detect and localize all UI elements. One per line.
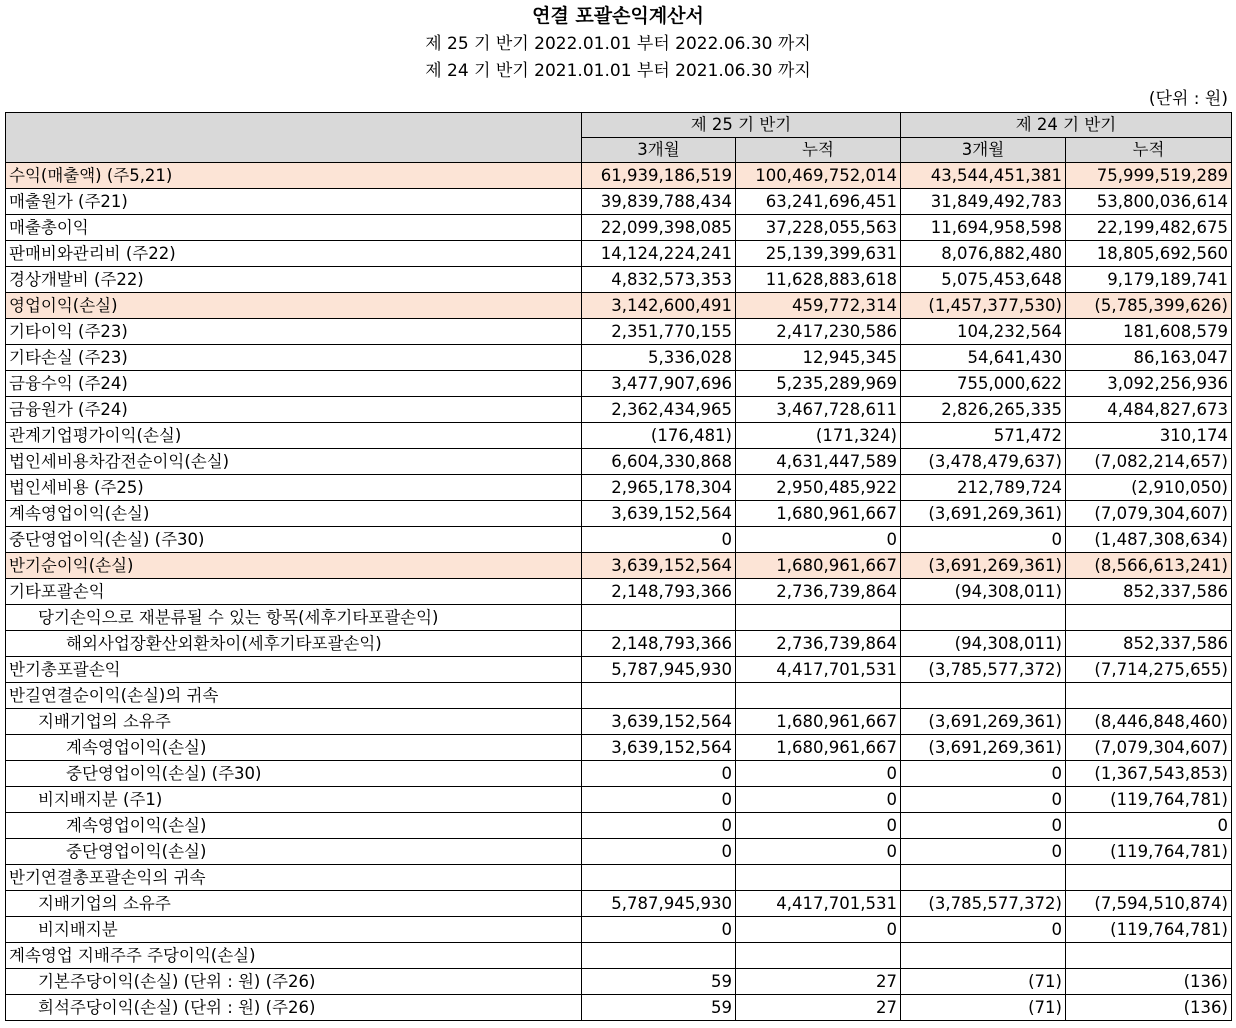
current-cumulative-value: 2,417,230,586 [736,319,901,345]
prior-cumulative-value: 310,174 [1066,423,1232,449]
prior-cumulative-value: (2,910,050) [1066,475,1232,501]
prior-3m-value: 8,076,882,480 [901,241,1066,267]
current-3m-value: 0 [582,527,736,553]
table-row [6,787,1232,813]
table-row [6,267,1232,293]
row-label: 지배기업의 소유주 [6,709,582,735]
current-3m-value: 59 [582,995,736,1021]
prior-cumulative-value: 18,805,692,560 [1066,241,1232,267]
current-cumulative-value: 0 [736,787,901,813]
prior-3m-value: (94,308,011) [901,579,1066,605]
row-label: 계속영업이익(손실) [6,501,582,527]
row-label: 수익(매출액) (주5,21) [6,163,582,189]
row-label: 기타이익 (주23) [6,319,582,345]
prior-3m-value: 0 [901,527,1066,553]
current-cumulative-value: 0 [736,839,901,865]
current-cumulative-value: 37,228,055,563 [736,215,901,241]
current-cumulative-value: 2,950,485,922 [736,475,901,501]
current-3m-value: 0 [582,761,736,787]
row-label: 중단영업이익(손실) (주30) [6,527,582,553]
current-cumulative-value [736,943,901,969]
row-label: 매출원가 (주21) [6,189,582,215]
prior-period: 제 24 기 반기 2021.01.01 부터 2021.06.30 까지 [425,61,811,81]
table-row [6,215,1232,241]
table-row [6,189,1232,215]
table-row [6,865,1232,891]
table-row [6,943,1232,969]
table-row [6,891,1232,917]
unit-label: (단위 : 원) [1148,89,1228,109]
header-account-cell [6,113,582,163]
row-label: 계속영업이익(손실) [6,735,582,761]
prior-cumulative-value: (136) [1066,969,1232,995]
row-label: 법인세비용 (주25) [6,475,582,501]
prior-3m-value: 5,075,453,648 [901,267,1066,293]
row-label: 매출총이익 [6,215,582,241]
table-row [6,969,1232,995]
prior-3m-value: (3,478,479,637) [901,449,1066,475]
current-cumulative-value [736,683,901,709]
table-row [6,501,1232,527]
income-statement-table [5,112,1232,1021]
prior-cumulative-value: 181,608,579 [1066,319,1232,345]
header-current-period: 제 25 기 반기 [582,113,901,138]
prior-cumulative-value: 852,337,586 [1066,631,1232,657]
current-cumulative-value [736,865,901,891]
current-3m-value: 59 [582,969,736,995]
prior-3m-value: 11,694,958,598 [901,215,1066,241]
table-row [6,657,1232,683]
current-3m-value: 2,965,178,304 [582,475,736,501]
prior-cumulative-value: 0 [1066,813,1232,839]
table-row [6,735,1232,761]
prior-3m-value [901,943,1066,969]
current-3m-value: 5,787,945,930 [582,657,736,683]
current-cumulative-value [736,605,901,631]
prior-3m-value: (3,785,577,372) [901,891,1066,917]
row-label: 계속영업 지배주주 주당이익(손실) [6,943,582,969]
current-3m-value: 3,142,600,491 [582,293,736,319]
current-cumulative-value: 4,417,701,531 [736,891,901,917]
statement-body [6,163,1232,1021]
table-row [6,631,1232,657]
prior-3m-value: 54,641,430 [901,345,1066,371]
row-label: 기본주당이익(손실) (단위 : 원) (주26) [6,969,582,995]
prior-3m-value: 31,849,492,783 [901,189,1066,215]
table-row [6,813,1232,839]
table-row [6,163,1232,189]
prior-cumulative-value: (7,594,510,874) [1066,891,1232,917]
table-row [6,553,1232,579]
table-row [6,475,1232,501]
current-3m-value [582,943,736,969]
table-row [6,319,1232,345]
row-label: 영업이익(손실) [6,293,582,319]
table-row [6,605,1232,631]
prior-3m-value: (94,308,011) [901,631,1066,657]
table-row [6,345,1232,371]
row-label: 비지배지분 (주1) [6,787,582,813]
prior-3m-value: 0 [901,813,1066,839]
prior-3m-value: 43,544,451,381 [901,163,1066,189]
current-cumulative-value: 100,469,752,014 [736,163,901,189]
table-row [6,839,1232,865]
prior-3m-value: (3,691,269,361) [901,735,1066,761]
current-cumulative-value: 25,139,399,631 [736,241,901,267]
current-cumulative-value: (171,324) [736,423,901,449]
header-prior-cumulative: 누적 [1066,138,1232,163]
current-cumulative-value: 4,417,701,531 [736,657,901,683]
current-3m-value: 3,477,907,696 [582,371,736,397]
current-cumulative-value: 1,680,961,667 [736,553,901,579]
row-label: 비지배지분 [6,917,582,943]
row-label: 반기연결총포괄손익의 귀속 [6,865,582,891]
prior-cumulative-value: (8,566,613,241) [1066,553,1232,579]
prior-3m-value [901,605,1066,631]
row-label: 금융수익 (주24) [6,371,582,397]
prior-cumulative-value: (136) [1066,995,1232,1021]
prior-cumulative-value [1066,605,1232,631]
row-label: 반길연결순이익(손실)의 귀속 [6,683,582,709]
current-cumulative-value: 1,680,961,667 [736,501,901,527]
prior-cumulative-value: (1,367,543,853) [1066,761,1232,787]
row-label: 당기손익으로 재분류될 수 있는 항목(세후기타포괄손익) [6,605,582,631]
row-label: 지배기업의 소유주 [6,891,582,917]
prior-cumulative-value: (1,487,308,634) [1066,527,1232,553]
current-cumulative-value: 27 [736,969,901,995]
prior-cumulative-value: (119,764,781) [1066,917,1232,943]
current-3m-value: 0 [582,787,736,813]
row-label: 계속영업이익(손실) [6,813,582,839]
prior-cumulative-value: 852,337,586 [1066,579,1232,605]
current-3m-value: 22,099,398,085 [582,215,736,241]
current-3m-value: (176,481) [582,423,736,449]
current-3m-value: 3,639,152,564 [582,735,736,761]
header-current-cumulative: 누적 [736,138,901,163]
current-3m-value: 2,148,793,366 [582,631,736,657]
prior-cumulative-value: (119,764,781) [1066,839,1232,865]
prior-3m-value: 0 [901,917,1066,943]
prior-3m-value: 571,472 [901,423,1066,449]
table-row [6,293,1232,319]
current-cumulative-value: 2,736,739,864 [736,631,901,657]
prior-cumulative-value [1066,683,1232,709]
prior-3m-value: (3,691,269,361) [901,501,1066,527]
table-row [6,423,1232,449]
prior-cumulative-value: 3,092,256,936 [1066,371,1232,397]
table-row [6,917,1232,943]
row-label: 반기순이익(손실) [6,553,582,579]
current-cumulative-value: 63,241,696,451 [736,189,901,215]
current-cumulative-value: 2,736,739,864 [736,579,901,605]
current-3m-value: 3,639,152,564 [582,709,736,735]
prior-cumulative-value: 53,800,036,614 [1066,189,1232,215]
table-row [6,527,1232,553]
current-period: 제 25 기 반기 2022.01.01 부터 2022.06.30 까지 [425,34,811,54]
prior-cumulative-value [1066,865,1232,891]
prior-cumulative-value: 4,484,827,673 [1066,397,1232,423]
table-row [6,761,1232,787]
current-cumulative-value: 0 [736,761,901,787]
current-3m-value: 0 [582,839,736,865]
current-cumulative-value: 11,628,883,618 [736,267,901,293]
prior-cumulative-value: 75,999,519,289 [1066,163,1232,189]
prior-3m-value: (71) [901,995,1066,1021]
current-3m-value: 5,787,945,930 [582,891,736,917]
prior-3m-value: (3,691,269,361) [901,553,1066,579]
prior-3m-value: 0 [901,839,1066,865]
current-cumulative-value: 459,772,314 [736,293,901,319]
statement-title: 연결 포괄손익계산서 [532,5,704,27]
prior-cumulative-value: 9,179,189,741 [1066,267,1232,293]
current-cumulative-value: 0 [736,527,901,553]
table-row [6,371,1232,397]
current-3m-value [582,605,736,631]
header-current-3m: 3개월 [582,138,736,163]
prior-cumulative-value: (7,079,304,607) [1066,501,1232,527]
current-cumulative-value: 3,467,728,611 [736,397,901,423]
table-row [6,579,1232,605]
prior-3m-value: 0 [901,787,1066,813]
current-3m-value: 3,639,152,564 [582,553,736,579]
prior-cumulative-value: (7,082,214,657) [1066,449,1232,475]
prior-3m-value [901,683,1066,709]
current-3m-value: 0 [582,917,736,943]
current-3m-value: 4,832,573,353 [582,267,736,293]
row-label: 기타포괄손익 [6,579,582,605]
row-label: 금융원가 (주24) [6,397,582,423]
current-3m-value: 2,351,770,155 [582,319,736,345]
current-cumulative-value: 0 [736,917,901,943]
table-row [6,449,1232,475]
current-cumulative-value: 4,631,447,589 [736,449,901,475]
table-row [6,995,1232,1021]
prior-cumulative-value: (119,764,781) [1066,787,1232,813]
current-3m-value: 6,604,330,868 [582,449,736,475]
prior-3m-value: (71) [901,969,1066,995]
prior-cumulative-value: 86,163,047 [1066,345,1232,371]
row-label: 관계기업평가이익(손실) [6,423,582,449]
current-cumulative-value: 1,680,961,667 [736,709,901,735]
prior-cumulative-value: (8,446,848,460) [1066,709,1232,735]
row-label: 해외사업장환산외환차이(세후기타포괄손익) [6,631,582,657]
row-label: 법인세비용차감전순이익(손실) [6,449,582,475]
table-row [6,241,1232,267]
current-cumulative-value: 0 [736,813,901,839]
current-3m-value: 5,336,028 [582,345,736,371]
prior-cumulative-value: (7,714,275,655) [1066,657,1232,683]
prior-cumulative-value: (5,785,399,626) [1066,293,1232,319]
prior-3m-value: (3,785,577,372) [901,657,1066,683]
current-3m-value: 14,124,224,241 [582,241,736,267]
prior-3m-value: 755,000,622 [901,371,1066,397]
header-row-groups [6,113,1232,138]
prior-cumulative-value [1066,943,1232,969]
prior-cumulative-value: 22,199,482,675 [1066,215,1232,241]
row-label: 반기총포괄손익 [6,657,582,683]
current-cumulative-value: 1,680,961,667 [736,735,901,761]
prior-3m-value: (1,457,377,530) [901,293,1066,319]
header-prior-period: 제 24 기 반기 [901,113,1232,138]
table-row [6,397,1232,423]
current-3m-value [582,683,736,709]
row-label: 판매비와관리비 (주22) [6,241,582,267]
prior-cumulative-value: (7,079,304,607) [1066,735,1232,761]
header-prior-3m: 3개월 [901,138,1066,163]
current-3m-value: 61,939,186,519 [582,163,736,189]
row-label: 기타손실 (주23) [6,345,582,371]
table-row [6,709,1232,735]
current-cumulative-value: 27 [736,995,901,1021]
current-3m-value: 2,148,793,366 [582,579,736,605]
row-label: 중단영업이익(손실) [6,839,582,865]
row-label: 경상개발비 (주22) [6,267,582,293]
prior-3m-value: 212,789,724 [901,475,1066,501]
current-cumulative-value: 12,945,345 [736,345,901,371]
current-3m-value: 39,839,788,434 [582,189,736,215]
table-row [6,683,1232,709]
prior-3m-value [901,865,1066,891]
prior-3m-value: 2,826,265,335 [901,397,1066,423]
current-3m-value: 3,639,152,564 [582,501,736,527]
current-3m-value: 2,362,434,965 [582,397,736,423]
prior-3m-value: 0 [901,761,1066,787]
current-cumulative-value: 5,235,289,969 [736,371,901,397]
current-3m-value [582,865,736,891]
prior-3m-value: (3,691,269,361) [901,709,1066,735]
row-label: 중단영업이익(손실) (주30) [6,761,582,787]
row-label: 희석주당이익(손실) (단위 : 원) (주26) [6,995,582,1021]
prior-3m-value: 104,232,564 [901,319,1066,345]
current-3m-value: 0 [582,813,736,839]
